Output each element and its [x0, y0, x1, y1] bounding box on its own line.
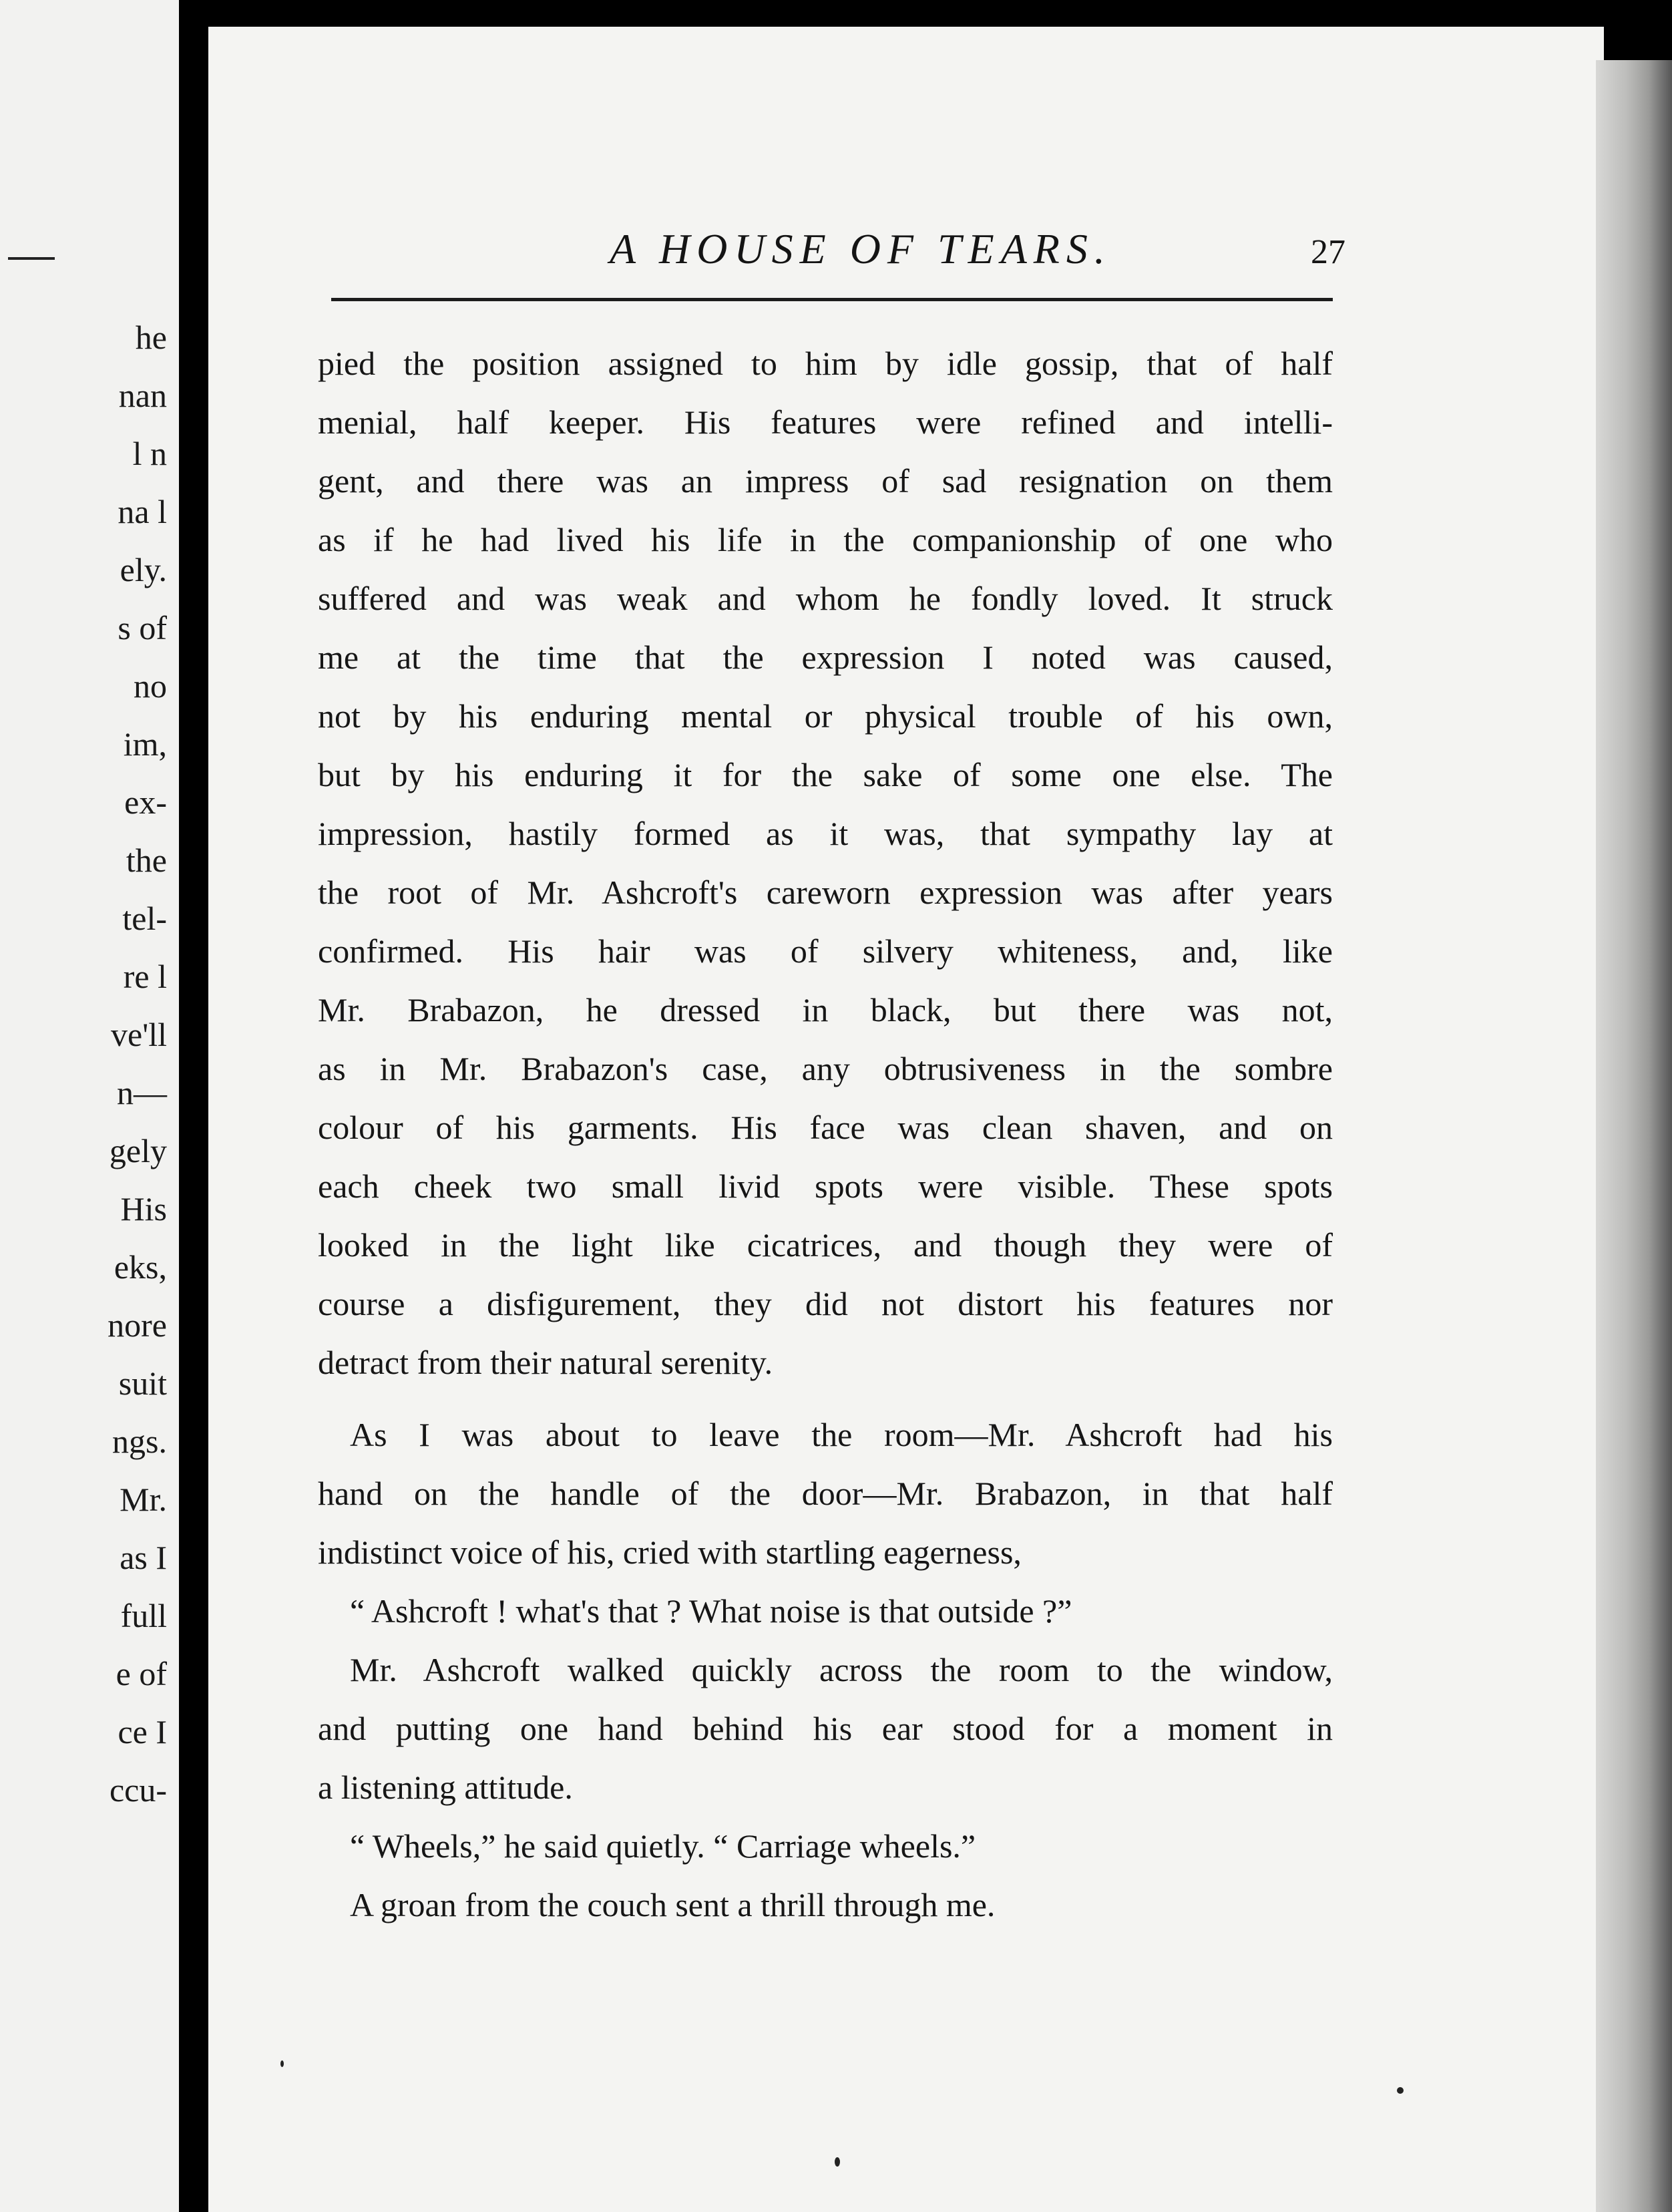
text-line: menial, half keeper. His features were refined and intelli-: [318, 403, 1333, 441]
paragraph-4: [318, 1640, 1333, 1817]
scan-speck: [280, 2060, 284, 2067]
text-line: A groan from the couch sent a thrill through me.: [350, 1886, 996, 1923]
facing-page-line: n—: [117, 1074, 167, 1111]
facing-page-line: His: [120, 1190, 167, 1228]
text-line: but by his enduring it for the sake of some one else. The: [318, 756, 1333, 793]
text-line: Mr. Brabazon, he dressed in black, but there was not,: [318, 991, 1333, 1029]
header-rule: [331, 298, 1333, 301]
text-line: course a disfigurement, they did not distort his features nor: [318, 1285, 1333, 1322]
text-line: suffered and was weak and whom he fondly loved. It struck: [318, 580, 1333, 617]
facing-page-line: full: [120, 1597, 167, 1634]
page-edge-shadow: [1596, 60, 1672, 2212]
facing-page-line: e of: [116, 1655, 167, 1692]
text-line: gent, and there was an impress of sad resignation on them: [318, 462, 1333, 500]
text-line: indistinct voice of his, cried with startling eagerness,: [318, 1533, 1022, 1571]
facing-page-line: l n: [132, 435, 167, 472]
facing-page-line: ex-: [124, 783, 167, 821]
text-line: looked in the light like cicatrices, and though they were of: [318, 1226, 1333, 1264]
text-line: not by his enduring mental or physical trouble of his own,: [318, 697, 1333, 735]
text-line: as in Mr. Brabazon's case, any obtrusiveness in the sombre: [318, 1050, 1333, 1087]
facing-page-line: s of: [118, 609, 167, 647]
text-line: impression, hastily formed as it was, that sympathy lay at: [318, 815, 1333, 852]
text-line: each cheek two small livid spots were visible. These spots: [318, 1167, 1333, 1205]
facing-page-line: tel-: [122, 900, 167, 937]
text-line: colour of his garments. His face was clean shaven, and on: [318, 1109, 1333, 1146]
facing-page-line: ely.: [120, 551, 167, 588]
facing-page-line: he: [135, 319, 167, 356]
text-line: confirmed. His hair was of silvery whiteness, and, like: [318, 932, 1333, 970]
page-number: 27: [1311, 233, 1345, 271]
scan-speck: [835, 2157, 840, 2167]
facing-page-line: ce I: [118, 1713, 167, 1750]
running-title: A HOUSE OF TEARS.: [610, 225, 1112, 272]
facing-page-line: nan: [118, 377, 167, 414]
facing-page-line: as I: [120, 1539, 167, 1576]
paragraph-2: [318, 1405, 1333, 1582]
text-line: a listening attitude.: [318, 1769, 573, 1806]
facing-page-line: re l: [123, 958, 167, 995]
facing-page-line: Mr.: [120, 1481, 167, 1518]
facing-page-line: im,: [123, 725, 167, 763]
facing-page-line: eks,: [114, 1248, 167, 1286]
text-line: “ Ashcroft ! what's that ? What noise is that outside ?”: [350, 1592, 1072, 1630]
text-line: as if he had lived his life in the companionship of one who: [318, 521, 1333, 558]
scan-speck: [1397, 2087, 1404, 2094]
text-line: Mr. Ashcroft walked quickly across the room to the window,: [350, 1651, 1333, 1688]
facing-page-line: gely: [109, 1132, 167, 1169]
text-line: me at the time that the expression I noted was caused,: [318, 638, 1333, 676]
facing-page-line: no: [134, 667, 167, 705]
facing-page-rule: [8, 257, 55, 260]
text-line: and putting one hand behind his ear stood for a moment in: [318, 1710, 1333, 1747]
body-text: [318, 334, 1333, 1934]
facing-page-line: nore: [108, 1306, 167, 1344]
facing-page-line: na l: [118, 493, 167, 530]
text-line: the root of Mr. Ashcroft's careworn expression was after years: [318, 874, 1333, 911]
paragraph-6: [318, 1875, 1333, 1934]
facing-page-line: the: [126, 842, 167, 879]
facing-page-line: ngs.: [112, 1423, 167, 1460]
facing-page-line: ccu-: [109, 1771, 167, 1809]
text-line: As I was about to leave the room—Mr. Ashcroft had his: [350, 1416, 1333, 1453]
text-line: pied the position assigned to him by idle gossip, that of half: [318, 345, 1333, 382]
paragraph-5: [318, 1817, 1333, 1875]
text-line: hand on the handle of the door—Mr. Brabazon, in that half: [318, 1475, 1333, 1512]
paragraph-3: [318, 1582, 1333, 1640]
facing-page-line: suit: [118, 1364, 167, 1402]
running-head: [403, 212, 1404, 286]
facing-page-line: ve'll: [111, 1016, 167, 1053]
text-line: detract from their natural serenity.: [318, 1344, 773, 1381]
paragraph-1: [318, 334, 1333, 1392]
text-line: “ Wheels,” he said quietly. “ Carriage wheels.”: [350, 1827, 976, 1865]
facing-page-fragment: [0, 0, 179, 2212]
